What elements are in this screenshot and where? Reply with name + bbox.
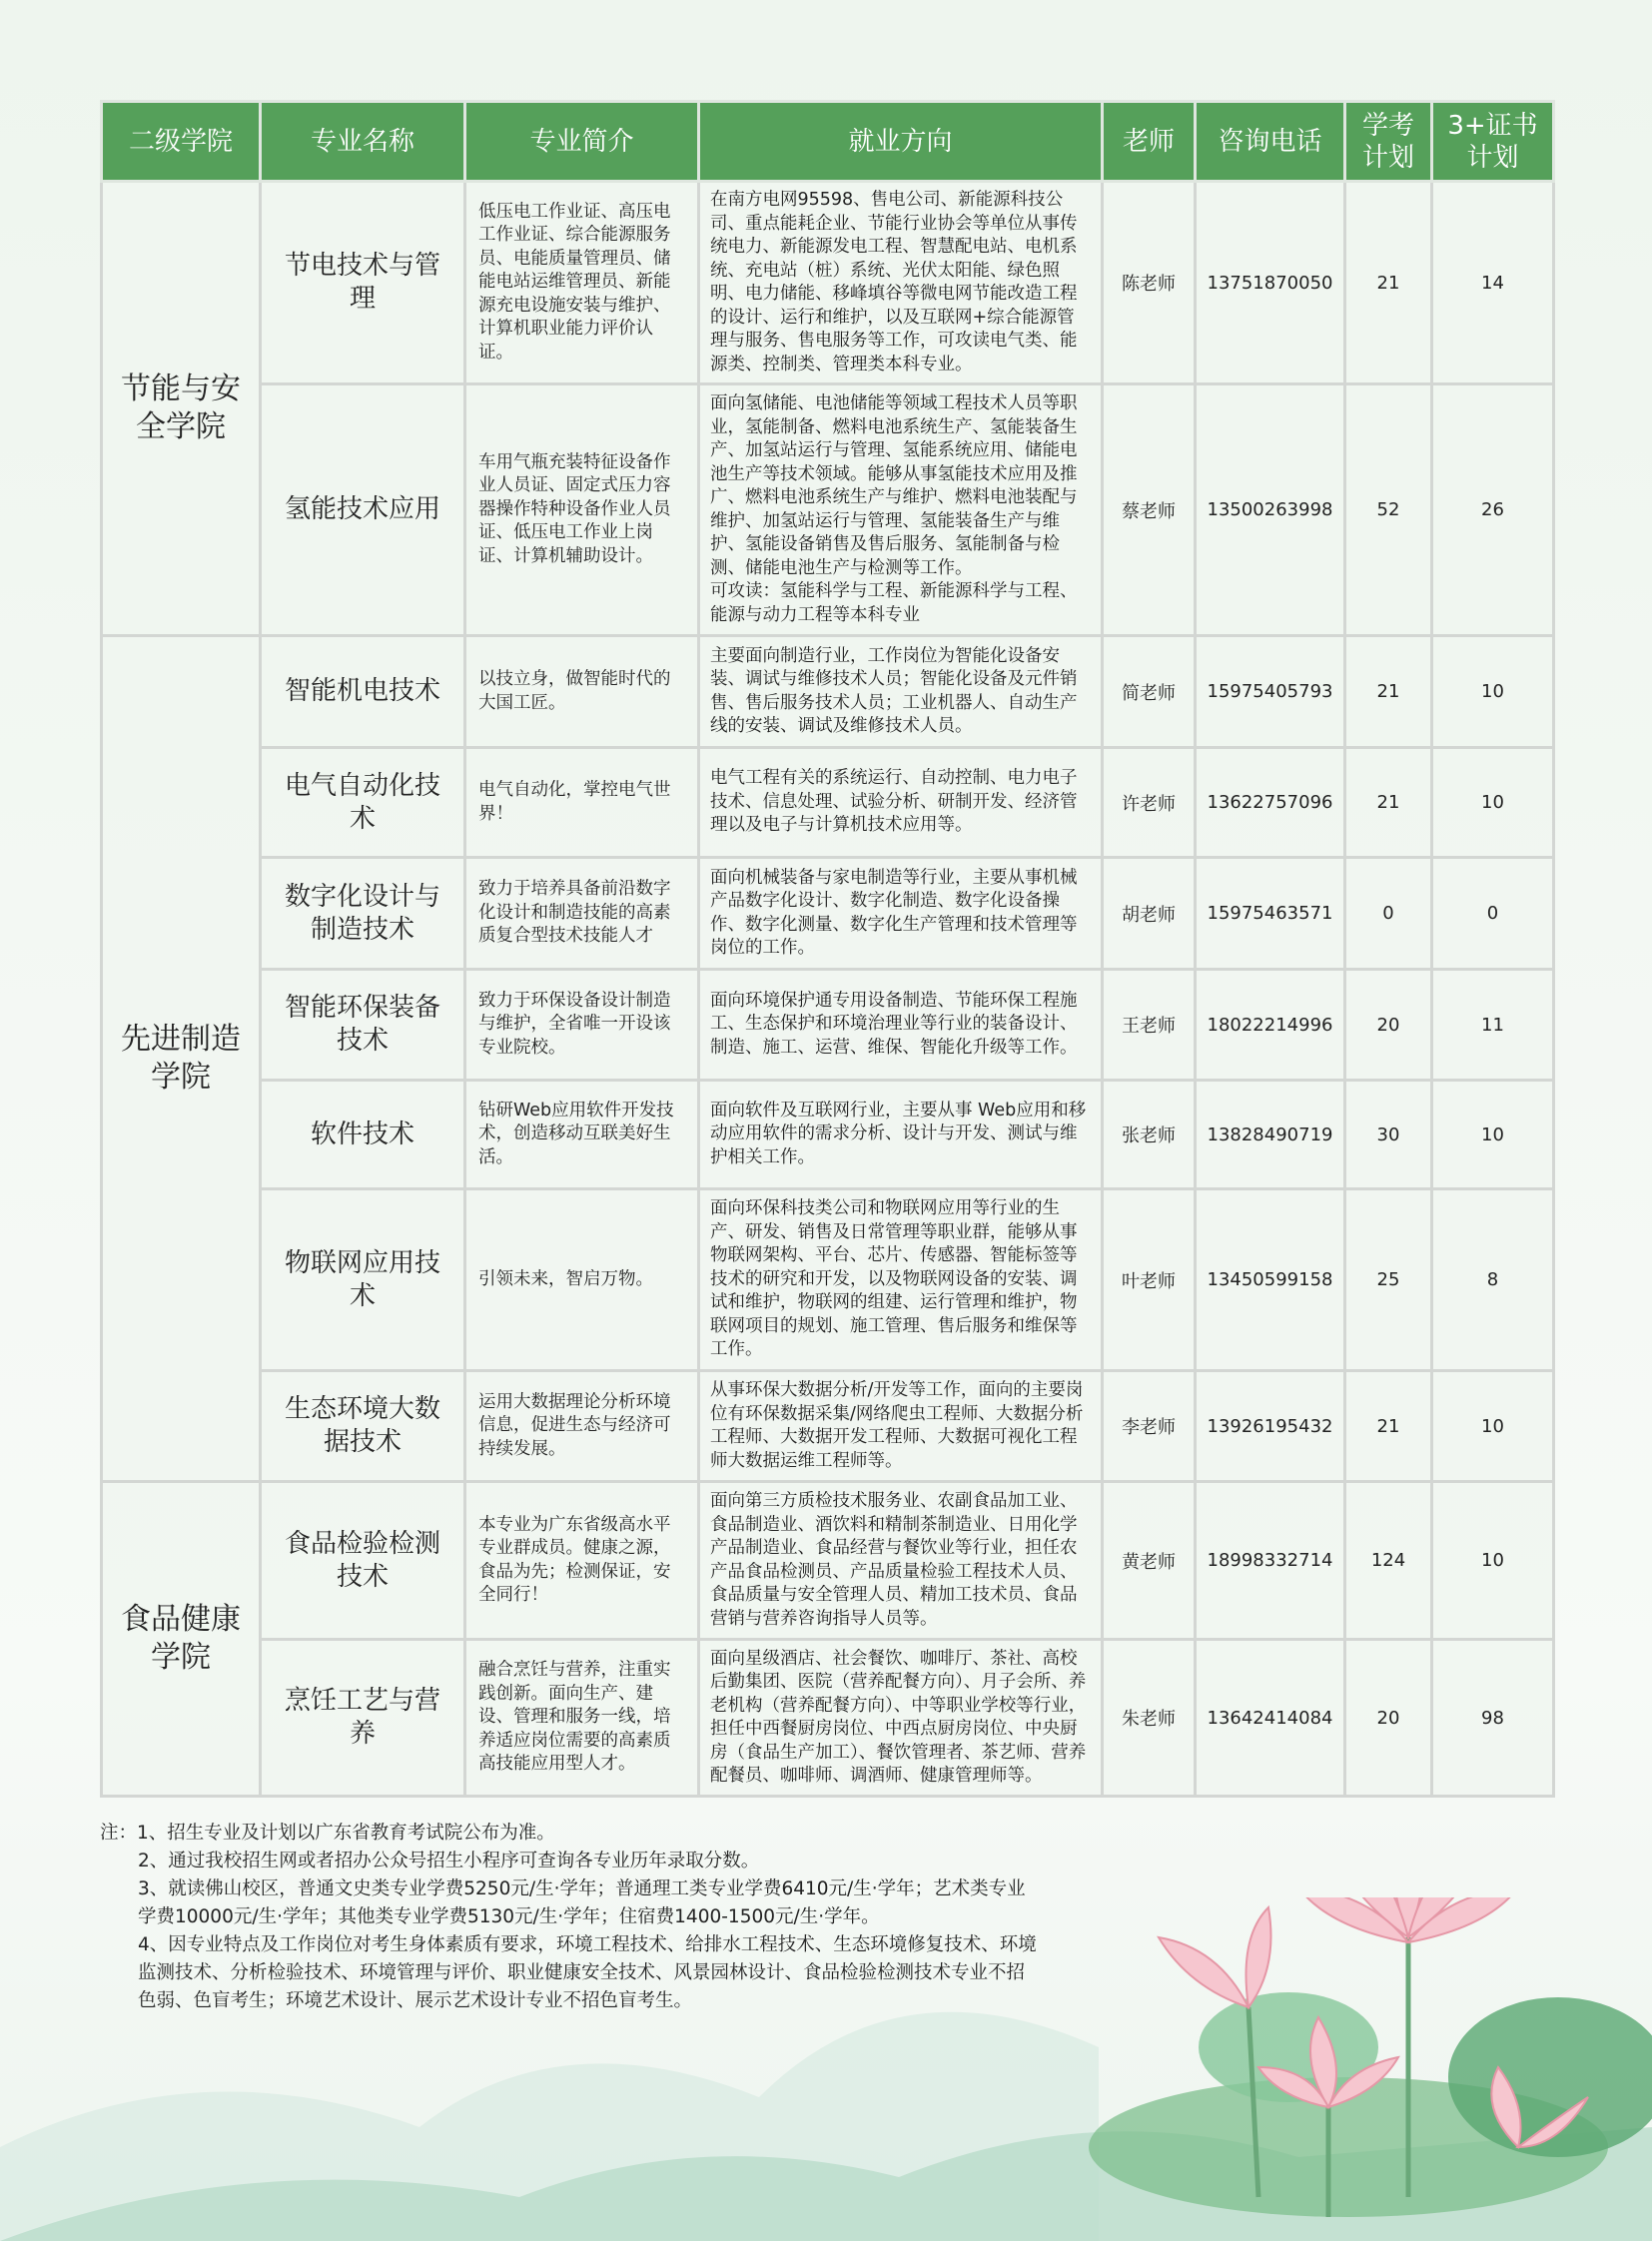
phone-number: 13622757096 — [1196, 748, 1345, 858]
employment-direction: 从事环保大数据分析/开发等工作，面向的主要岗位有环保数据采集/网络爬虫工程师、大数据分析工程师、大数据开发工程师、大数据可视化工程师大数据运维工程师等。 — [699, 1371, 1103, 1482]
exam-plan-count: 20 — [1345, 1640, 1432, 1797]
phone-number: 18998332714 — [1196, 1482, 1345, 1640]
cert-plan-count: 98 — [1432, 1640, 1554, 1797]
phone-number: 13751870050 — [1196, 182, 1345, 384]
table-row — [102, 1640, 1554, 1797]
header-phone: 咨询电话 — [1196, 102, 1345, 182]
teacher-name: 陈老师 — [1103, 182, 1196, 384]
table-row — [102, 1081, 1554, 1189]
major-name: 烹饪工艺与营养 — [261, 1640, 465, 1797]
exam-plan-count: 0 — [1345, 858, 1432, 970]
major-intro: 以技立身，做智能时代的大国工匠。 — [465, 636, 699, 748]
table-row — [102, 970, 1554, 1081]
note-2: 2、通过我校招生网或者招办公众号招生小程序可查询各专业历年录取分数。 — [138, 1851, 760, 1871]
note-4-cont2: 色弱、色盲考生；环境艺术设计、展示艺术设计专业不招色盲考生。 — [138, 1990, 693, 2011]
cert-plan-count: 26 — [1432, 384, 1554, 636]
cert-plan-count: 10 — [1432, 1482, 1554, 1640]
phone-number: 13450599158 — [1196, 1189, 1345, 1371]
lotus-flower-icon — [1298, 1897, 1518, 1942]
cert-plan-count: 11 — [1432, 970, 1554, 1081]
major-name: 电气自动化技术 — [261, 748, 465, 858]
note-4-cont: 监测技术、分析检验技术、环境管理与评价、职业健康安全技术、风景园林设计、食品检验检测技术专业不招 — [138, 1962, 1026, 1983]
teacher-name: 蔡老师 — [1103, 384, 1196, 636]
teacher-name: 王老师 — [1103, 970, 1196, 1081]
header-direction: 就业方向 — [699, 102, 1103, 182]
table-row — [102, 748, 1554, 858]
major-intro: 低压电工作业证、高压电工作业证、综合能源服务员、电能质量管理员、储能电站运维管理员、新能源充电设施安装与维护、计算机职业能力评价认证。 — [465, 182, 699, 384]
major-intro: 引领未来，智启万物。 — [465, 1189, 699, 1371]
major-intro: 电气自动化，掌控电气世界！ — [465, 748, 699, 858]
header-college: 二级学院 — [102, 102, 261, 182]
major-name: 节电技术与管理 — [261, 182, 465, 384]
college-name: 先进制造学院 — [102, 636, 261, 1482]
employment-direction: 面向第三方质检技术服务业、农副食品加工业、食品制造业、酒饮料和精制茶制造业、日用化学产品制造业、食品经营与餐饮业等行业，担任农产品食品检测员、产品质量检验工程技术人员、食品质量与安全管理人员、精加工技术员、食品营销与营养咨询指导人员等。 — [699, 1482, 1103, 1640]
phone-number: 15975463571 — [1196, 858, 1345, 970]
employment-direction: 面向环保科技类公司和物联网应用等行业的生产、研发、销售及日常管理等职业群，能够从事物联网架构、平台、芯片、传感器、智能标签等技术的研究和开发，以及物联网设备的安装、调试和维护，物联网的组建、运行管理和维护，物联网项目的规划、施工管理、售后服务和维保等工作。 — [699, 1189, 1103, 1371]
note-3-cont: 学费10000元/生·学年；其他类专业学费5130元/生·学年；住宿费1400-1500元/生·学年。 — [138, 1906, 880, 1927]
exam-plan-count: 21 — [1345, 1371, 1432, 1482]
major-name: 食品检验检测技术 — [261, 1482, 465, 1640]
table-row — [102, 636, 1554, 748]
header-intro: 专业简介 — [465, 102, 699, 182]
note-3: 3、就读佛山校区，普通文史类专业学费5250元/生·学年；普通理工类专业学费6410元/生·学年；艺术类专业 — [138, 1878, 1026, 1899]
table-body — [102, 182, 1554, 1797]
exam-plan-count: 124 — [1345, 1482, 1432, 1640]
employment-direction: 面向机械装备与家电制造等行业，主要从事机械产品数字化设计、数字化制造、数字化设备操作、数字化测量、数字化生产管理和技术管理等岗位的工作。 — [699, 858, 1103, 970]
major-intro: 车用气瓶充装特征设备作业人员证、固定式压力容器操作特种设备作业人员证、低压电工作业上岗证、计算机辅助设计。 — [465, 384, 699, 636]
employment-direction: 电气工程有关的系统运行、自动控制、电力电子技术、信息处理、试验分析、研制开发、经济管理以及电子与计算机技术应用等。 — [699, 748, 1103, 858]
major-name: 生态环境大数据技术 — [261, 1371, 465, 1482]
college-name: 食品健康学院 — [102, 1482, 261, 1797]
header-teacher: 老师 — [1103, 102, 1196, 182]
college-name: 节能与安全学院 — [102, 182, 261, 636]
major-intro: 本专业为广东省级高水平专业群成员。健康之源，食品为先；检测保证，安全同行！ — [465, 1482, 699, 1640]
table-row — [102, 858, 1554, 970]
cert-plan-count: 10 — [1432, 748, 1554, 858]
header-exam-plan: 学考 计划 — [1345, 102, 1432, 182]
note-4: 4、因专业特点及工作岗位对考生身体素质有要求，环境工程技术、给排水工程技术、生态环境修复技术、环境 — [138, 1934, 1037, 1955]
cert-plan-count: 10 — [1432, 636, 1554, 748]
exam-plan-count: 52 — [1345, 384, 1432, 636]
teacher-name: 叶老师 — [1103, 1189, 1196, 1371]
table-header — [102, 102, 1554, 182]
exam-plan-count: 30 — [1345, 1081, 1432, 1189]
cert-plan-count: 14 — [1432, 182, 1554, 384]
teacher-name: 黄老师 — [1103, 1482, 1196, 1640]
exam-plan-count: 21 — [1345, 636, 1432, 748]
note-line — [100, 1820, 1059, 1848]
header-major: 专业名称 — [261, 102, 465, 182]
cert-plan-count: 10 — [1432, 1371, 1554, 1482]
cert-plan-count: 10 — [1432, 1081, 1554, 1189]
major-intro: 致力于环保设备设计制造与维护，全省唯一开设该专业院校。 — [465, 970, 699, 1081]
major-intro: 钻研Web应用软件开发技术，创造移动互联美好生活。 — [465, 1081, 699, 1189]
exam-plan-count: 21 — [1345, 182, 1432, 384]
phone-number: 13926195432 — [1196, 1371, 1345, 1482]
table-row — [102, 1482, 1554, 1640]
teacher-name: 张老师 — [1103, 1081, 1196, 1189]
employment-direction: 面向氢储能、电池储能等领域工程技术人员等职业，氢能制备、燃料电池系统生产、氢能装备生产、加氢站运行与管理、氢能系统应用、储能电池生产等技术领域。能够从事氢能技术应用及推广、燃料电池系统生产与维护、燃料电池装配与维护、加氢站运行与管理、氢能装备生产与维护、氢能设备销售及售后服务、氢能制备与检测、储能电池生产与检测等工作。 可攻读：氢能科学与工程、新能源科学与工程、能源与动力工程等本科专业 — [699, 384, 1103, 636]
phone-number: 18022214996 — [1196, 970, 1345, 1081]
teacher-name: 简老师 — [1103, 636, 1196, 748]
major-name: 软件技术 — [261, 1081, 465, 1189]
cert-plan-count: 8 — [1432, 1189, 1554, 1371]
table-row — [102, 384, 1554, 636]
employment-direction: 面向环境保护通专用设备制造、节能环保工程施工、生态保护和环境治理业等行业的装备设计、制造、施工、运营、维保、智能化升级等工作。 — [699, 970, 1103, 1081]
teacher-name: 李老师 — [1103, 1371, 1196, 1482]
employment-direction: 面向软件及互联网行业，主要从事 Web应用和移动应用软件的需求分析、设计与开发、测试与维护相关工作。 — [699, 1081, 1103, 1189]
major-name: 氢能技术应用 — [261, 384, 465, 636]
major-name: 智能环保装备技术 — [261, 970, 465, 1081]
table-row — [102, 1189, 1554, 1371]
exam-plan-count: 21 — [1345, 748, 1432, 858]
exam-plan-count: 20 — [1345, 970, 1432, 1081]
table-row — [102, 182, 1554, 384]
admission-table — [100, 100, 1555, 1798]
phone-number: 15975405793 — [1196, 636, 1345, 748]
employment-direction: 在南方电网95598、售电公司、新能源科技公司、重点能耗企业、节能行业协会等单位从事传统电力、新能源发电工程、智慧配电站、电机系统、充电站（桩）系统、光伏太阳能、绿色照明、电力储能、移峰填谷等微电网节能改造工程的设计、运行和维护，以及互联网+综合能源管理与服务、售电服务等工作，可攻读电气类、能源类、控制类、管理类本科专业。 — [699, 182, 1103, 384]
header-cert-plan: 3+证书 计划 — [1432, 102, 1554, 182]
exam-plan-count: 25 — [1345, 1189, 1432, 1371]
major-intro: 致力于培养具备前沿数字化设计和制造技能的高素质复合型技术技能人才 — [465, 858, 699, 970]
cert-plan-count: 0 — [1432, 858, 1554, 970]
teacher-name: 胡老师 — [1103, 858, 1196, 970]
teacher-name: 许老师 — [1103, 748, 1196, 858]
notes-prefix: 注： — [100, 1823, 138, 1844]
major-intro: 融合烹饪与营养，注重实践创新。面向生产、建设、管理和服务一线，培养适应岗位需要的高素质高技能应用型人才。 — [465, 1640, 699, 1797]
phone-number: 13828490719 — [1196, 1081, 1345, 1189]
note-1: 1、招生专业及计划以广东省教育考试院公布为准。 — [137, 1823, 555, 1844]
employment-direction: 主要面向制造行业，工作岗位为智能化设备安装、调试与维修技术人员；智能化设备及元件销售、售后服务技术人员；工业机器人、自动生产线的安装、调试及维修技术人员。 — [699, 636, 1103, 748]
teacher-name: 朱老师 — [1103, 1640, 1196, 1797]
phone-number: 13642414084 — [1196, 1640, 1345, 1797]
lotus-landscape-decoration — [0, 1897, 1652, 2241]
table-row — [102, 1371, 1554, 1482]
major-intro: 运用大数据理论分析环境信息，促进生态与经济可持续发展。 — [465, 1371, 699, 1482]
phone-number: 13500263998 — [1196, 384, 1345, 636]
major-name: 物联网应用技术 — [261, 1189, 465, 1371]
major-name: 智能机电技术 — [261, 636, 465, 748]
major-name: 数字化设计与制造技术 — [261, 858, 465, 970]
employment-direction: 面向星级酒店、社会餐饮、咖啡厅、茶社、高校后勤集团、医院（营养配餐方向）、月子会所、养老机构（营养配餐方向）、中等职业学校等行业，担任中西餐厨房岗位、中西点厨房岗位、中央厨房（食品生产加工）、餐饮管理者、茶艺师、营养配餐员、咖啡师、调酒师、健康管理师等。 — [699, 1640, 1103, 1797]
